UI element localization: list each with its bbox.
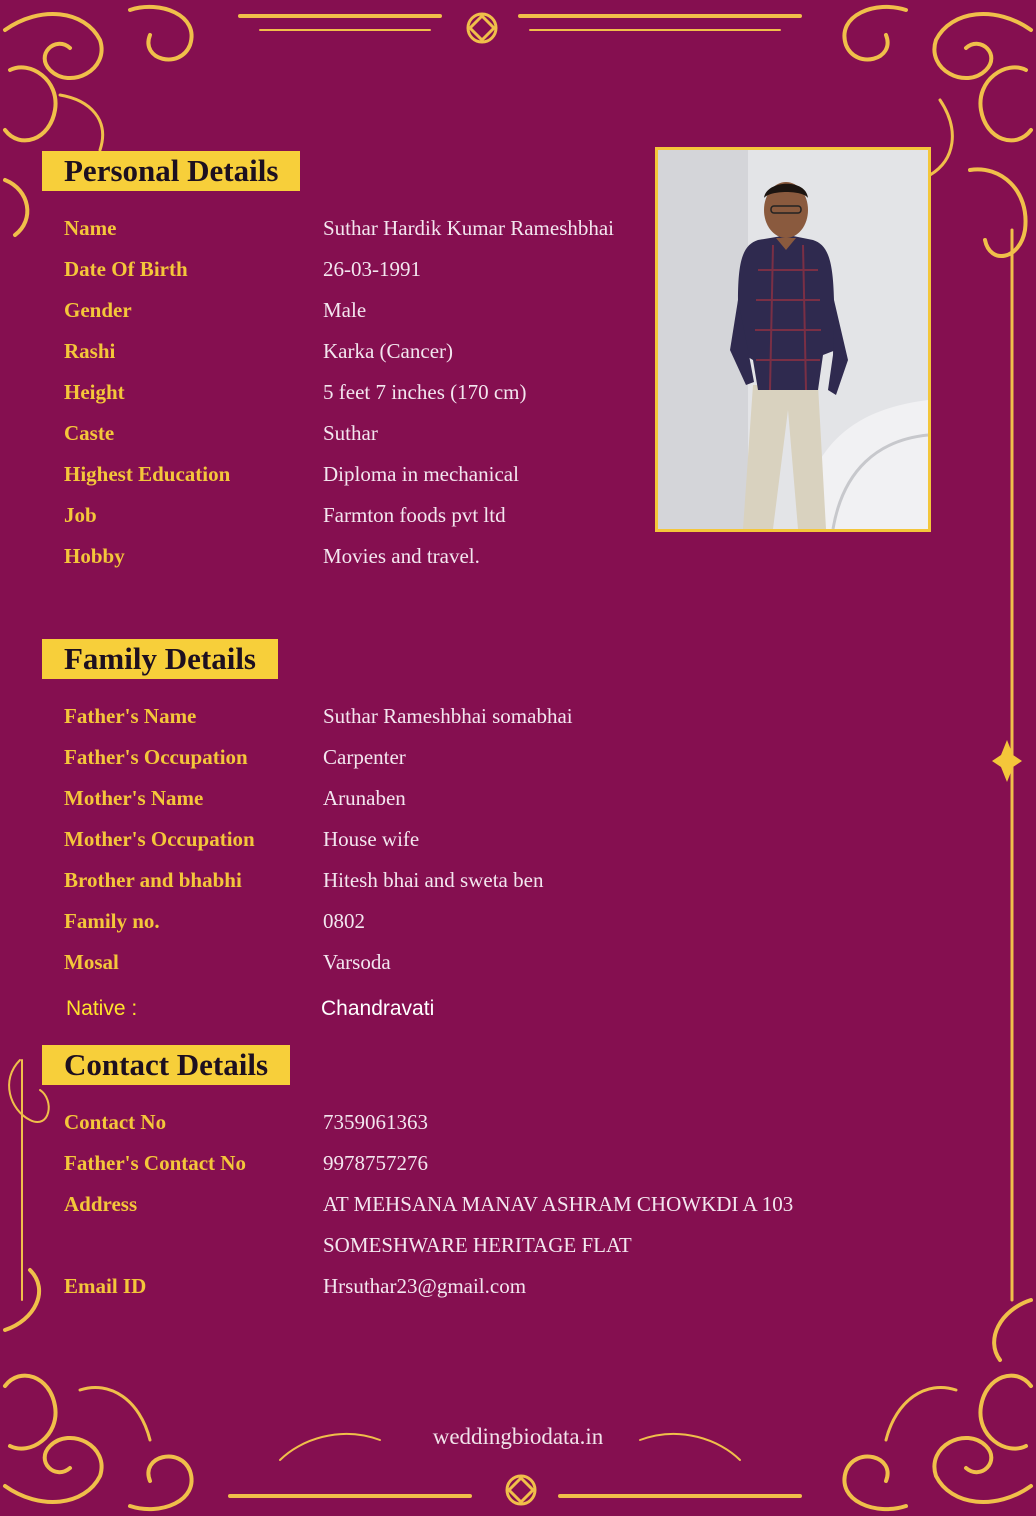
detail-label: Height [64,380,125,404]
detail-value: Movies and travel. [323,544,480,568]
detail-label: Brother and bhabhi [64,868,242,892]
detail-row [0,1187,1036,1221]
detail-value: Hitesh bhai and sweta ben [323,868,544,892]
contact-details-heading: Contact Details [42,1045,290,1085]
detail-value: Farmton foods pvt ltd [323,503,506,527]
detail-label: Family no. [64,909,160,933]
detail-value: 7359061363 [323,1110,428,1134]
detail-label: Mother's Occupation [64,827,255,851]
detail-row [0,740,1036,774]
detail-value: Hrsuthar23@gmail.com [323,1274,527,1298]
detail-value: Arunaben [323,786,406,810]
detail-label: Contact No [64,1110,167,1134]
detail-label: Address [64,1192,138,1216]
detail-value: Karka (Cancer) [323,339,453,363]
detail-value: SOMESHWARE HERITAGE FLAT [323,1233,632,1257]
detail-value: Suthar Hardik Kumar Rameshbhai [323,216,615,240]
detail-value: 26-03-1991 [323,257,421,281]
detail-value: AT MEHSANA MANAV ASHRAM CHOWKDI A 103 [323,1192,794,1216]
detail-label: Father's Contact No [64,1151,246,1175]
detail-row [0,1269,1036,1303]
profile-photo [655,147,931,532]
detail-label: Hobby [64,544,125,568]
detail-row [0,699,1036,733]
detail-row [0,539,1036,573]
detail-label: Native : [66,997,138,1020]
detail-value: Suthar Rameshbhai somabhai [323,704,573,728]
detail-value: 5 feet 7 inches (170 cm) [323,380,527,404]
family-details-heading: Family Details [42,639,278,679]
detail-value: 0802 [323,909,365,933]
detail-row [0,863,1036,897]
detail-value: 9978757276 [323,1151,428,1175]
detail-label: Mosal [64,950,119,974]
detail-value: Varsoda [323,950,391,974]
detail-label: Highest Education [64,462,231,486]
detail-row [0,822,1036,856]
detail-value: Suthar [323,421,378,445]
detail-label: Rashi [64,339,116,363]
detail-label: Name [64,216,117,240]
detail-value: House wife [323,827,420,851]
detail-label: Caste [64,421,115,445]
detail-value: Male [323,298,367,322]
detail-row [0,1105,1036,1139]
detail-label: Gender [64,298,132,322]
detail-label: Email ID [64,1274,147,1298]
detail-value: Chandravati [321,997,435,1020]
detail-row [0,1146,1036,1180]
detail-label: Father's Name [64,704,197,728]
detail-row [0,992,1036,1026]
detail-row [0,904,1036,938]
detail-value: Diploma in mechanical [323,462,519,486]
detail-value: Carpenter [323,745,406,769]
personal-details-heading: Personal Details [42,151,300,191]
detail-row [0,945,1036,979]
detail-label: Father's Occupation [64,745,248,769]
footer-website: weddingbiodata.in [432,1424,604,1449]
detail-label: Mother's Name [64,786,204,810]
detail-row [0,1228,1036,1262]
detail-label: Job [64,503,97,527]
detail-label: Date Of Birth [64,257,188,281]
detail-row [0,781,1036,815]
